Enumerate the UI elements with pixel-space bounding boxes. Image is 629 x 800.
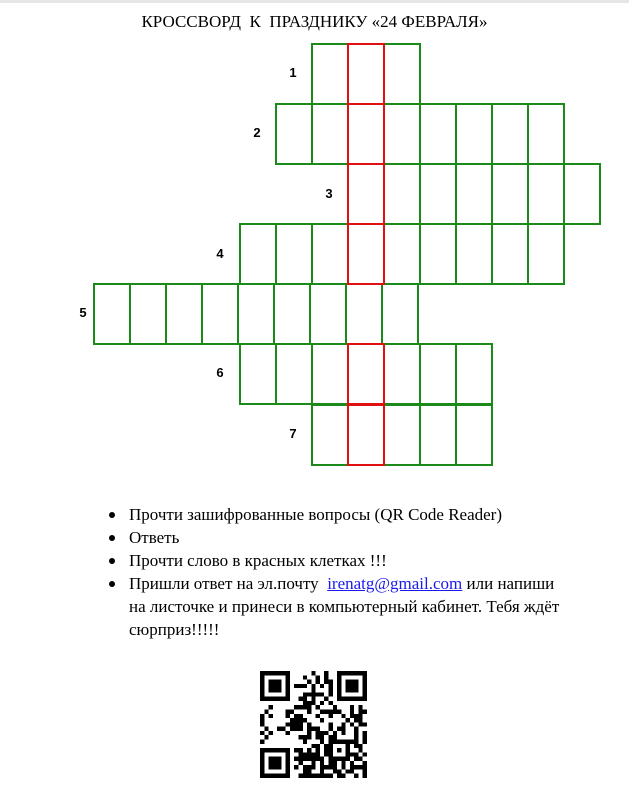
bullet-icon <box>109 558 115 564</box>
crossword-cell <box>419 404 457 466</box>
row-number: 1 <box>289 65 297 80</box>
crossword-cell <box>419 343 457 405</box>
crossword-cell <box>239 223 277 285</box>
crossword-cell <box>383 404 421 466</box>
crossword-cell <box>311 103 349 165</box>
crossword-cell <box>527 103 565 165</box>
crossword-cell <box>419 103 457 165</box>
row-number: 4 <box>216 246 224 261</box>
crossword-cell-highlighted <box>347 163 385 225</box>
list-item <box>98 503 568 526</box>
crossword-cell <box>491 223 529 285</box>
crossword-cell <box>491 103 529 165</box>
crossword-cell <box>527 163 565 225</box>
crossword-cell <box>309 283 347 345</box>
crossword-cell <box>129 283 167 345</box>
crossword-cell-highlighted <box>347 343 385 405</box>
row-number: 3 <box>325 186 333 201</box>
instructions-list <box>98 503 568 641</box>
crossword-cell <box>165 283 203 345</box>
crossword-cell <box>383 343 421 405</box>
row-number: 2 <box>253 125 261 140</box>
crossword-cell <box>455 103 493 165</box>
crossword-cell <box>239 343 277 405</box>
crossword-cell <box>345 283 383 345</box>
crossword-cell <box>419 163 457 225</box>
crossword-cell <box>491 163 529 225</box>
row-number: 5 <box>79 305 87 320</box>
crossword-cell-highlighted <box>347 43 385 105</box>
crossword-cell <box>311 343 349 405</box>
crossword-cell <box>563 163 601 225</box>
crossword-cell <box>311 223 349 285</box>
instruction-prefix: Пришли ответ на эл.почту <box>129 574 328 593</box>
crossword-cell <box>419 223 457 285</box>
crossword-cell-highlighted <box>347 103 385 165</box>
crossword-cell <box>237 283 275 345</box>
instruction-text: Прочти зашифрованные вопросы (QR Code Reader) <box>129 505 502 524</box>
row-number: 6 <box>216 365 224 380</box>
crossword-cell <box>273 283 311 345</box>
crossword-cell <box>275 223 313 285</box>
crossword-cell-highlighted <box>347 223 385 285</box>
crossword-cell <box>201 283 239 345</box>
email-link[interactable]: irenatg@gmail.com <box>327 574 463 593</box>
crossword-cell <box>311 43 349 105</box>
crossword-cell <box>455 223 493 285</box>
bullet-icon <box>109 581 115 587</box>
page-title: КРОССВОРД К ПРАЗДНИКУ «24 ФЕВРАЛЯ» <box>141 12 488 31</box>
instruction-suffix: или напиши на листочке и принеси в компьютерный кабинет. Тебя ждёт сюрприз!!!!! <box>129 574 560 639</box>
crossword-cell <box>383 43 421 105</box>
qr-code-icon <box>260 671 367 778</box>
crossword-cell <box>383 163 421 225</box>
crossword-cell-highlighted <box>347 404 385 466</box>
crossword-cell <box>527 223 565 285</box>
instruction-text: Ответь <box>129 528 180 547</box>
list-item <box>98 549 568 572</box>
crossword-cell <box>275 343 313 405</box>
crossword-cell <box>455 163 493 225</box>
crossword-cell <box>311 404 349 466</box>
instruction-text: Прочти слово в красных клетках !!! <box>129 551 387 570</box>
crossword-cell <box>381 283 419 345</box>
crossword-cell <box>93 283 131 345</box>
row-number: 7 <box>289 426 297 441</box>
bullet-icon <box>109 512 115 518</box>
bullet-icon <box>109 535 115 541</box>
crossword-cell <box>455 404 493 466</box>
crossword-cell <box>383 223 421 285</box>
list-item <box>98 526 568 549</box>
crossword-cell <box>455 343 493 405</box>
crossword-cell <box>275 103 313 165</box>
list-item <box>98 572 568 641</box>
crossword-cell <box>383 103 421 165</box>
